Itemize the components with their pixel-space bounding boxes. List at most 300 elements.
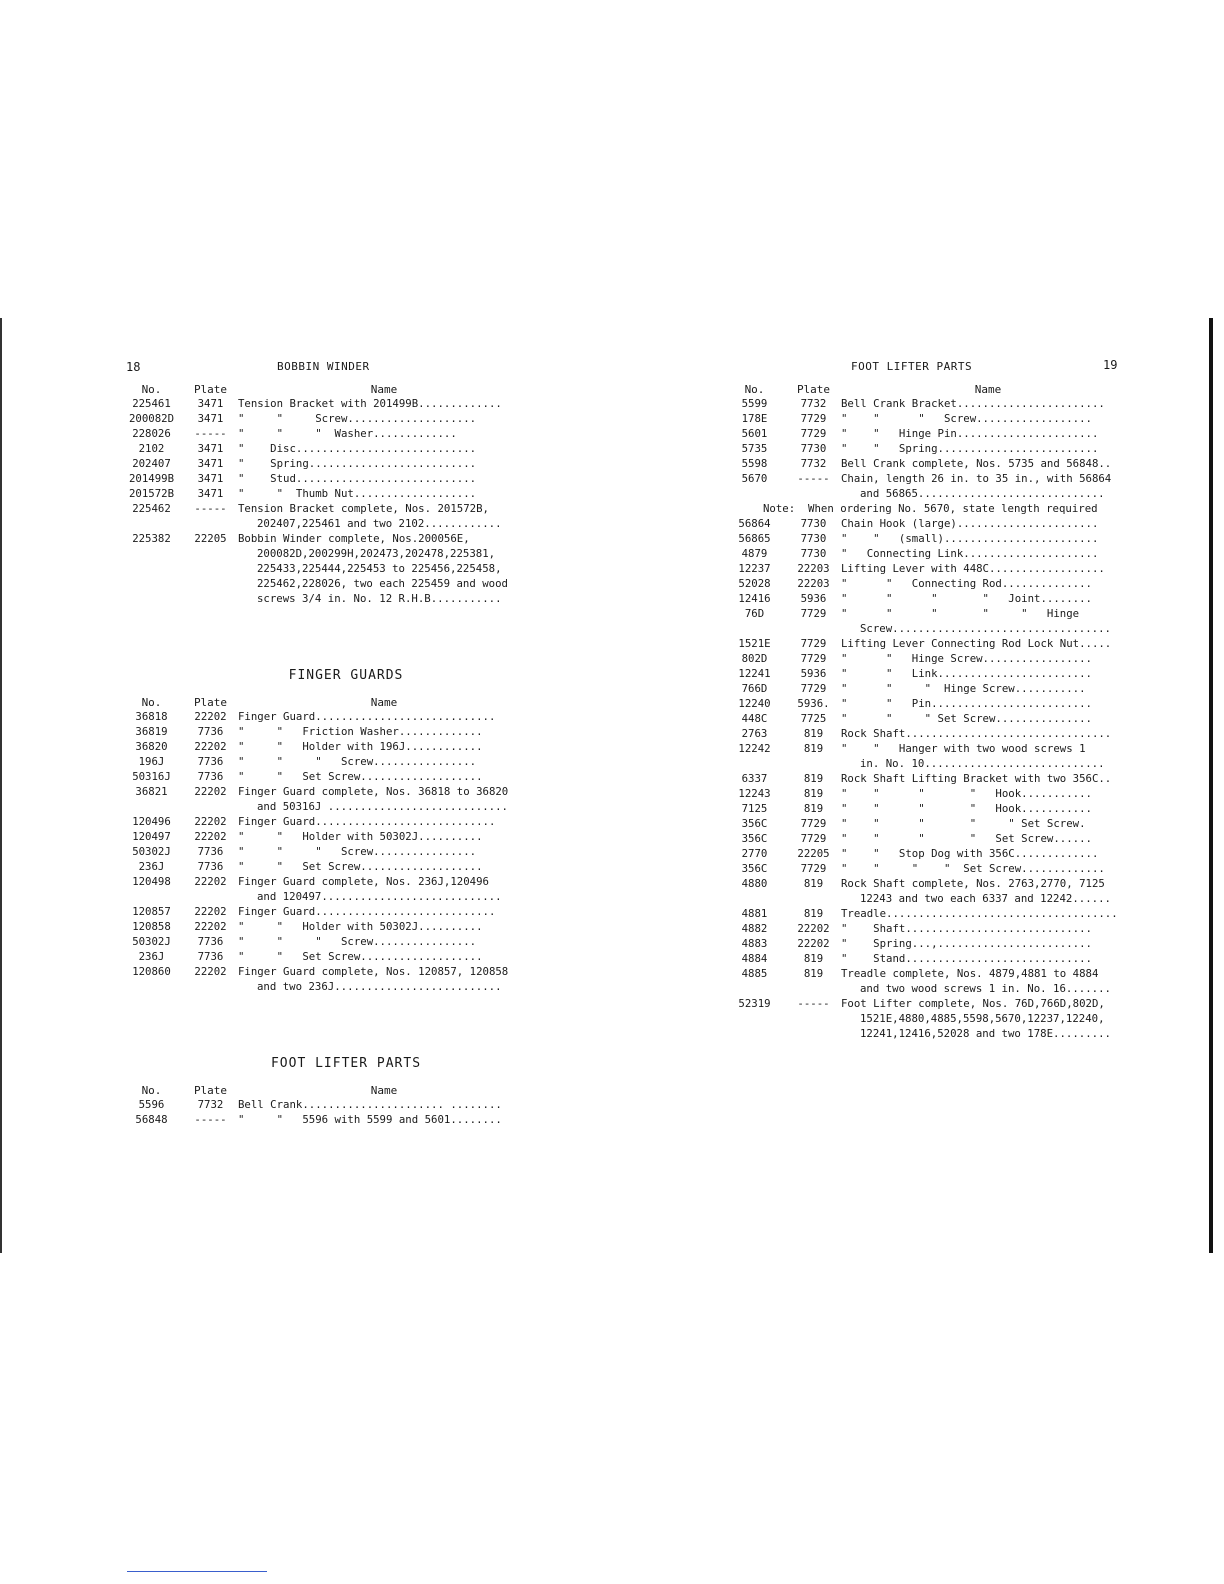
plate-number: 7729 [800,637,827,650]
footer-rule [127,1571,267,1572]
part-name [238,814,530,829]
plate-number: 3471 [197,472,224,485]
part-name [841,711,1135,726]
part-name [841,741,1135,771]
plate-number: 22205 [797,847,830,860]
plate-number: 22202 [194,875,227,888]
part-number: 5599 [741,397,768,410]
plate-number: 22203 [797,577,830,590]
part-name-line: " " Holder with 196J............ [238,740,483,753]
table-row [120,964,530,994]
plate-number: 7736 [197,845,224,858]
part-name-line: " " Hanger with two wood screws 1 [841,742,1086,755]
part-number: 76D [744,607,765,620]
part-number: 356C [741,817,768,830]
part-name-line: Finger Guard............................ [238,710,496,723]
part-name [841,786,1135,801]
table-row [723,666,1135,681]
part-name [841,771,1135,786]
table-row [723,606,1135,636]
part-number: 56864 [738,517,771,530]
part-number: 4882 [741,922,768,935]
plate-number: 819 [803,802,824,815]
part-number: 448C [741,712,768,725]
part-number: 52028 [738,577,771,590]
part-name [841,516,1135,531]
part-name-line: " " " " Hook........... [841,787,1092,800]
part-name [238,471,530,486]
part-name [238,919,530,934]
table-row [120,904,530,919]
right-parts-list-b [723,516,1135,1041]
part-name-line: " Disc............................ [238,442,477,455]
part-name-line: " " " Screw................ [238,755,477,768]
part-name [841,846,1135,861]
part-name [238,739,530,754]
part-name-line: " " Spring......................... [841,442,1099,455]
part-name [841,726,1135,741]
part-name-line: Finger Guard............................ [238,815,496,828]
part-number: 36820 [135,740,168,753]
left-running-head [120,350,530,380]
part-name-line: " " Link........................ [841,667,1092,680]
part-name [238,396,530,411]
part-name [841,591,1135,606]
part-name-line: " Shaft............................. [841,922,1092,935]
table-row [723,816,1135,831]
plate-number: 22202 [194,905,227,918]
part-number: 200082D [128,412,175,425]
plate-number: 819 [803,877,824,890]
part-name [238,859,530,874]
part-name [841,606,1135,636]
column-header [120,1081,530,1097]
plate-number: 3471 [197,457,224,470]
part-number: 4883 [741,937,768,950]
part-name [238,769,530,784]
part-name-line: Bell Crank complete, Nos. 5735 and 56848.. [841,457,1112,470]
plate-number: 22203 [797,562,830,575]
part-name [238,874,530,904]
table-row [120,411,530,426]
part-name-line: Finger Guard complete, Nos. 236J,120496 [238,875,489,888]
part-number: 7125 [741,802,768,815]
right-scan-edge [1209,318,1213,1253]
part-number: 356C [741,832,768,845]
part-name [841,531,1135,546]
table-row [723,681,1135,696]
part-name-line: " " " Hinge Screw........... [841,682,1086,695]
plate-number: 819 [803,742,824,755]
part-name [238,426,530,441]
parts-list [120,396,530,606]
table-row [120,396,530,411]
col-no-label: No. [744,383,765,396]
col-name-label: Name [370,1084,398,1097]
part-name-line: " " 5596 with 5599 and 5601........ [238,1113,502,1126]
col-no-label: No. [141,383,162,396]
plate-number: 7732 [800,397,827,410]
part-number: 1521E [738,637,771,650]
right-running-head [723,350,1135,380]
right-page-number: 19 [1103,358,1118,372]
table-row [120,844,530,859]
table-row [120,531,530,606]
table-row [723,396,1135,411]
part-number: 225462 [132,502,171,515]
part-number: 5670 [741,472,768,485]
part-name-continuation: 12241,12416,52028 and two 178E......... [860,1027,1111,1040]
table-row [723,711,1135,726]
part-name-line: " " " Screw................ [238,845,477,858]
table-row [120,874,530,904]
part-name-line: Treadle.................................... [841,907,1118,920]
part-name-line: " " " " Joint........ [841,592,1092,605]
part-name-line: Finger Guard............................ [238,905,496,918]
part-name [841,816,1135,831]
part-number: 236J [138,950,165,963]
table-row [723,546,1135,561]
plate-number: 819 [803,967,824,980]
table-row [723,786,1135,801]
table-row [723,426,1135,441]
part-name-line: " " Holder with 50302J.......... [238,920,483,933]
part-number: 5735 [741,442,768,455]
part-number: 4880 [741,877,768,890]
parts-section [120,1056,530,1127]
part-name-line: Rock Shaft complete, Nos. 2763,2770, 7125 [841,877,1105,890]
plate-number: 7730 [800,532,827,545]
part-name [841,876,1135,906]
part-name [841,696,1135,711]
table-row [120,426,530,441]
part-number: 6337 [741,772,768,785]
part-name [841,426,1135,441]
plate-number: 7729 [800,607,827,620]
part-name-line: " " " Set Screw............... [841,712,1092,725]
part-number: 120860 [132,965,171,978]
plate-number: 22202 [194,965,227,978]
plate-number: 5936 [800,667,827,680]
table-row [723,921,1135,936]
part-number: 120497 [132,830,171,843]
part-name-line: Finger Guard complete, Nos. 120857, 120858 [238,965,509,978]
plate-number: 7730 [800,517,827,530]
column-header [120,380,530,396]
part-name [841,561,1135,576]
table-row [120,769,530,784]
part-name-line: Bell Crank...................... ........ [238,1098,502,1111]
table-row [723,771,1135,786]
part-number: 56865 [738,532,771,545]
part-number: 36821 [135,785,168,798]
part-name [841,411,1135,426]
part-name [238,844,530,859]
part-name [238,709,530,724]
part-name-line: Chain Hook (large)...................... [841,517,1099,530]
part-name-continuation: screws 3/4 in. No. 12 R.H.B........... [257,592,502,605]
table-row [723,996,1135,1041]
part-number: 225382 [132,532,171,545]
part-name [841,396,1135,411]
plate-number: 22202 [194,830,227,843]
plate-number: 819 [803,727,824,740]
part-number: 12243 [738,787,771,800]
part-number: 4879 [741,547,768,560]
plate-number: 22202 [194,710,227,723]
table-row [723,861,1135,876]
part-number: 12242 [738,742,771,755]
plate-number: 819 [803,772,824,785]
part-name-continuation: 200082D,200299H,202473,202478,225381, [257,547,496,560]
part-name [238,411,530,426]
plate-number: 22205 [194,532,227,545]
part-name-line: " " Pin......................... [841,697,1092,710]
part-name-line: " " " Screw................ [238,935,477,948]
section-heading: FINGER GUARDS [288,668,404,683]
table-row [120,471,530,486]
part-number: 12416 [738,592,771,605]
plate-number: ----- [194,502,227,515]
plate-number: 7732 [800,457,827,470]
column-header [120,693,530,709]
part-number: 5598 [741,457,768,470]
part-name-line: Bobbin Winder complete, Nos.200056E, [238,532,470,545]
plate-number: 22202 [194,785,227,798]
part-name [841,951,1135,966]
left-running-title: BOBBIN WINDER [277,360,370,373]
part-number: 5596 [138,1098,165,1111]
part-name-line: " " Holder with 50302J.......... [238,830,483,843]
table-row [120,934,530,949]
part-name-continuation: and 56865............................. [860,487,1105,500]
table-row [120,739,530,754]
plate-number: 22202 [194,815,227,828]
part-name-continuation: and 120497............................ [257,890,502,903]
left-scan-edge [0,318,2,1253]
plate-number: ----- [194,427,227,440]
part-number: 50302J [132,845,171,858]
part-name-line: " " " " Set Screw...... [841,832,1092,845]
plate-number: 3471 [197,397,224,410]
part-number: 802D [741,652,768,665]
plate-number: 7736 [197,755,224,768]
plate-number: 7736 [197,860,224,873]
col-plate-label: Plate [193,1084,228,1097]
part-number: 120857 [132,905,171,918]
part-name-line: " " " " " Set Screw. [841,817,1086,830]
part-name [238,1112,530,1127]
table-row [723,471,1135,501]
plate-number: 7729 [800,652,827,665]
col-no-label: No. [141,696,162,709]
table-row [120,1097,530,1112]
table-row [723,696,1135,711]
part-name [238,501,530,531]
part-name-line: " " Set Screw................... [238,860,483,873]
table-row [723,516,1135,531]
part-name [841,546,1135,561]
part-name [841,651,1135,666]
table-row [723,576,1135,591]
part-number: 56848 [135,1113,168,1126]
plate-number: 7736 [197,935,224,948]
part-name [238,784,530,814]
parts-section [120,380,530,606]
table-row [120,709,530,724]
part-name-line: Lifting Lever with 448C.................. [841,562,1105,575]
part-name [238,949,530,964]
part-name-line: " " Thumb Nut................... [238,487,477,500]
table-row [723,801,1135,816]
plate-number: ----- [194,1113,227,1126]
part-name-line: Tension Bracket complete, Nos. 201572B, [238,502,489,515]
table-row [120,456,530,471]
right-column-header [723,380,1135,396]
part-name-line: Bell Crank Bracket....................... [841,397,1105,410]
plate-number: ----- [797,472,830,485]
table-row [723,846,1135,861]
table-row [120,784,530,814]
part-name-continuation: and two wood screws 1 in. No. 16....... [860,982,1111,995]
part-number: 120496 [132,815,171,828]
plate-number: 7725 [800,712,827,725]
part-number: 4884 [741,952,768,965]
part-number: 36819 [135,725,168,738]
table-row [723,966,1135,996]
part-number: 5601 [741,427,768,440]
part-name-line: " " " Washer............. [238,427,457,440]
part-name-line: Finger Guard complete, Nos. 36818 to 36820 [238,785,509,798]
part-name-continuation: and two 236J.......................... [257,980,502,993]
part-number: 766D [741,682,768,695]
table-row [723,411,1135,426]
part-number: 4881 [741,907,768,920]
part-number: 2770 [741,847,768,860]
part-name [238,829,530,844]
part-number: 50302J [132,935,171,948]
part-name [841,681,1135,696]
table-row [120,441,530,456]
plate-number: 7729 [800,817,827,830]
plate-number: 22202 [797,937,830,950]
part-number: 196J [138,755,165,768]
plate-number: 819 [803,787,824,800]
table-row [723,876,1135,906]
plate-number: 22202 [797,922,830,935]
table-row [723,441,1135,456]
part-name-line: Foot Lifter complete, Nos. 76D,766D,802D, [841,997,1105,1010]
part-number: 228026 [132,427,171,440]
part-name-line: " " Connecting Rod.............. [841,577,1092,590]
part-name [841,456,1135,471]
part-name-line: " " (small)........................ [841,532,1099,545]
table-row [120,724,530,739]
part-name [841,831,1135,846]
part-number: 120858 [132,920,171,933]
table-row [120,949,530,964]
table-row [723,636,1135,651]
col-no-label: No. [141,1084,162,1097]
table-row [723,591,1135,606]
part-name [238,441,530,456]
plate-number: 7730 [800,442,827,455]
part-name-line: " " " " " Hinge [841,607,1080,620]
plate-number: 7730 [800,547,827,560]
part-name-continuation: and 50316J ............................ [257,800,508,813]
table-row [120,501,530,531]
table-row [723,936,1135,951]
part-name [238,934,530,949]
part-number: 2763 [741,727,768,740]
part-number: 236J [138,860,165,873]
part-name-continuation: 225433,225444,225453 to 225456,225458, [257,562,502,575]
part-number: 202407 [132,457,171,470]
plate-number: 7736 [197,770,224,783]
table-row [120,1112,530,1127]
ordering-note: Note: When ordering No. 5670, state length required [763,502,1098,515]
part-name-line: Chain, length 26 in. to 35 in., with 56864 [841,472,1112,485]
part-number: 50316J [132,770,171,783]
plate-number: 22202 [194,740,227,753]
part-name-line: Tension Bracket with 201499B............. [238,397,502,410]
plate-number: 819 [803,952,824,965]
plate-number: 819 [803,907,824,920]
part-number: 225461 [132,397,171,410]
table-row [723,651,1135,666]
plate-number: 7736 [197,725,224,738]
plate-number: 7736 [197,950,224,963]
part-number: 120498 [132,875,171,888]
part-name-continuation: 202407,225461 and two 2102............ [257,517,502,530]
part-name-line: " " Hinge Pin...................... [841,427,1099,440]
part-number: 201499B [128,472,175,485]
part-name [238,1097,530,1112]
plate-number: 5936 [800,592,827,605]
part-name-line: " " Set Screw................... [238,770,483,783]
part-name [841,996,1135,1041]
part-name [841,921,1135,936]
plate-number: 7729 [800,427,827,440]
part-number: 201572B [128,487,175,500]
part-name-line: " " " Screw.................. [841,412,1092,425]
table-row [723,951,1135,966]
right-page [723,350,1135,1041]
col-plate-label: Plate [193,383,228,396]
parts-list [120,1097,530,1127]
part-name [841,861,1135,876]
plate-number: 3471 [197,442,224,455]
part-number: 12237 [738,562,771,575]
part-name-line: Rock Shaft Lifting Bracket with two 356C.. [841,772,1112,785]
part-name [238,724,530,739]
plate-number: 7729 [800,412,827,425]
plate-number: 7729 [800,832,827,845]
left-page [120,350,530,1127]
part-number: 356C [741,862,768,875]
part-number: 4885 [741,967,768,980]
plate-number: 5936. [797,697,830,710]
part-name [841,636,1135,651]
part-name-line: " " Screw.................... [238,412,477,425]
part-number: 2102 [138,442,165,455]
part-name-continuation: Screw.................................. [860,622,1111,635]
part-name-line: " Spring...,........................ [841,937,1092,950]
plate-number: 3471 [197,412,224,425]
part-name-line: " " Stop Dog with 356C............. [841,847,1099,860]
part-name-line: " " Friction Washer............. [238,725,483,738]
part-name-line: " " " " Hook........... [841,802,1092,815]
